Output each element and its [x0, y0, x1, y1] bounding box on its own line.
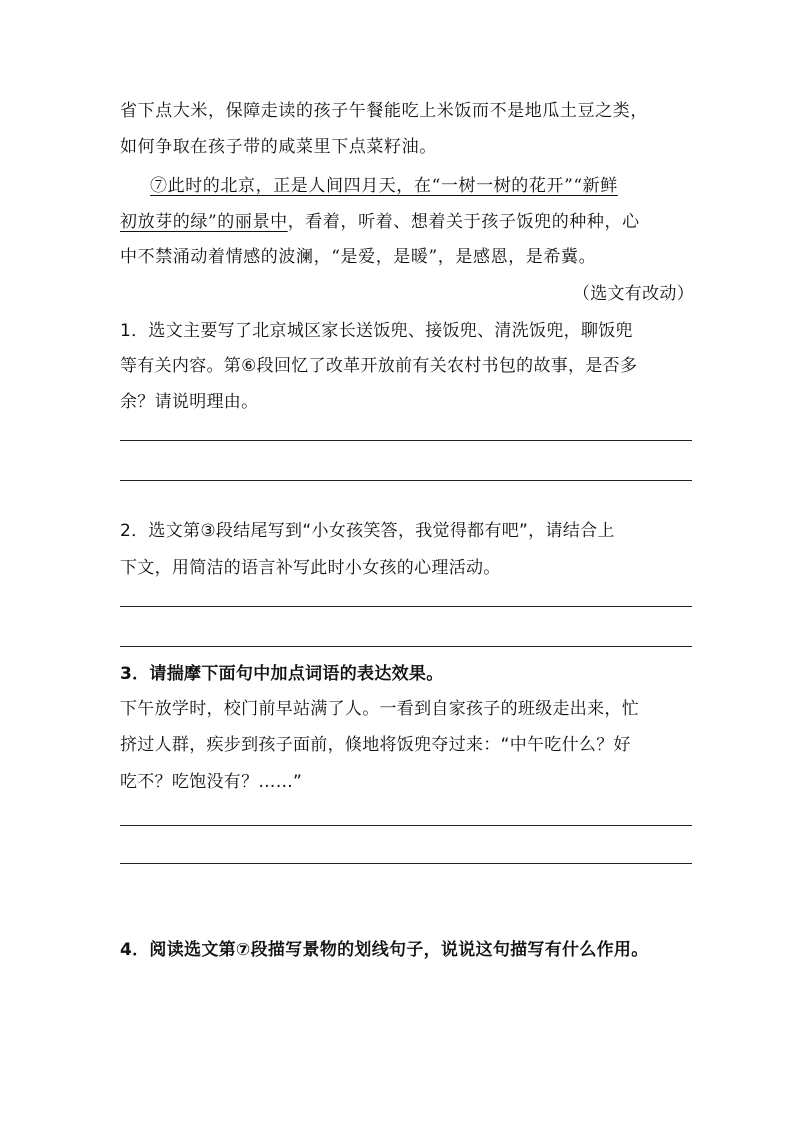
answer-line-1b[interactable]: [120, 480, 692, 481]
underlined-sentence-part-2: 初放芽的绿”的丽景中: [120, 212, 288, 232]
answer-line-2a[interactable]: [120, 606, 692, 607]
answer-line-1a[interactable]: [120, 440, 692, 441]
paragraph-7-line-2-rest: ，看着，听着、想着关于孩子饭兜的种种，心: [287, 212, 640, 232]
question-3-head: 3．请揣摩下面句中加点词语的表达效果。: [120, 664, 444, 684]
question-2-line-2: 下文，用简洁的语言补写此时小女孩的心理活动。: [120, 558, 501, 578]
question-2-line-1: 2．选文第③段结尾写到“小女孩笑答，我觉得都有吧”，请结合上: [120, 521, 615, 541]
passage-line-1: 省下点大米，保障走读的孩子午餐能吃上米饭而不是地瓜土豆之类，: [120, 101, 648, 121]
question-3-quote-line-2: 挤过人群，疾步到孩子面前，倏地将饭兜夺过来：“中午吃什么？好: [120, 735, 631, 755]
question-1-line-2: 等有关内容。第⑥段回忆了改革开放前有关农村书包的故事，是否多: [120, 356, 638, 376]
paragraph-7-line-3: 中不禁涌动着情感的波澜，“是爱，是暖”，是感恩，是希冀。: [120, 247, 597, 267]
question-1-line-1: 1．选文主要写了北京城区家长送饭兜、接饭兜、清洗饭兜，聊饭兜: [120, 321, 633, 341]
question-1-line-3: 余？请说明理由。: [120, 392, 259, 412]
question-3-quote-line-3: 吃不？吃饱没有？……”: [120, 772, 303, 792]
answer-line-2b[interactable]: [120, 646, 692, 647]
passage-line-2: 如何争取在孩子带的咸菜里下点菜籽油。: [120, 137, 437, 157]
answer-line-3b[interactable]: [120, 863, 692, 864]
underlined-sentence-part-1: ⑦此时的北京，正是人间四月天，在“一树一树的花开”“新鲜: [150, 176, 618, 196]
question-4-head: 4．阅读选文第⑦段描写景物的划线句子，说说这句描写有什么作用。: [120, 940, 649, 960]
source-note: （选文有改动）: [572, 284, 694, 304]
question-3-quote-line-1: 下午放学时，校门前早站满了人。一看到自家孩子的班级走出来，忙: [120, 699, 639, 719]
paragraph-7-line-1: [150, 174, 700, 198]
answer-line-3a[interactable]: [120, 825, 692, 826]
paragraph-7-line-2: [120, 210, 700, 234]
